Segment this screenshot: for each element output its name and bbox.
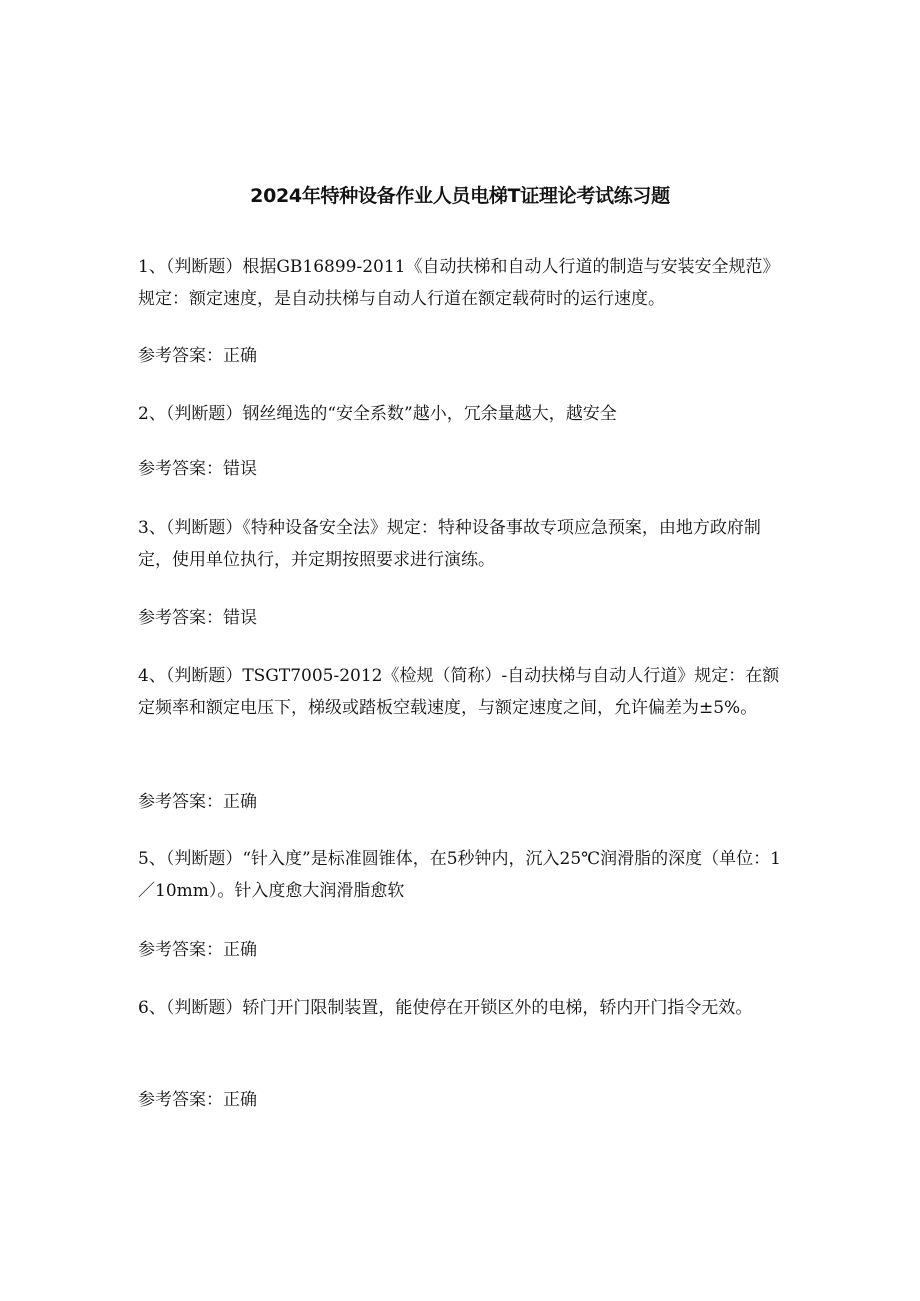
answer-6: 参考答案：正确 (138, 1090, 257, 1110)
question-2: 2、（判断题）钢丝绳选的“安全系数”越小，冗余量越大，越安全 (138, 404, 617, 424)
answer-2: 参考答案：错误 (138, 459, 257, 479)
question-3: 3、（判断题）《特种设备安全法》规定：特种设备事故专项应急预案，由地方政府制定，使用单位执行，并定期按照要求进行演练。 (138, 518, 761, 570)
document-title: 2024年特种设备作业人员电梯T证理论考试练习题 (250, 185, 670, 207)
answer-5: 参考答案：正确 (138, 940, 257, 960)
question-4: 4、（判断题）TSGT7005-2012《检规（简称）-自动扶梯与自动人行道》规定：在额定频率和额定电压下，梯级或踏板空载速度，与额定速度之间，允许偏差为±5%。 (138, 666, 780, 718)
question-6: 6、（判断题）轿门开门限制装置，能使停在开锁区外的电梯，轿内开门指令无效。 (138, 998, 753, 1018)
answer-1: 参考答案：正确 (138, 346, 257, 366)
answer-4: 参考答案：正确 (138, 792, 257, 812)
question-1: 1、（判断题）根据GB16899-2011《自动扶梯和自动人行道的制造与安装安全规范》规定：额定速度，是自动扶梯与自动人行道在额定载荷时的运行速度。 (138, 257, 780, 309)
answer-3: 参考答案：错误 (138, 608, 257, 628)
question-5: 5、（判断题）“针入度”是标准圆锥体，在5秒钟内，沉入25℃润滑脂的深度（单位：1／10mm）。针入度愈大润滑脂愈软 (138, 849, 781, 901)
